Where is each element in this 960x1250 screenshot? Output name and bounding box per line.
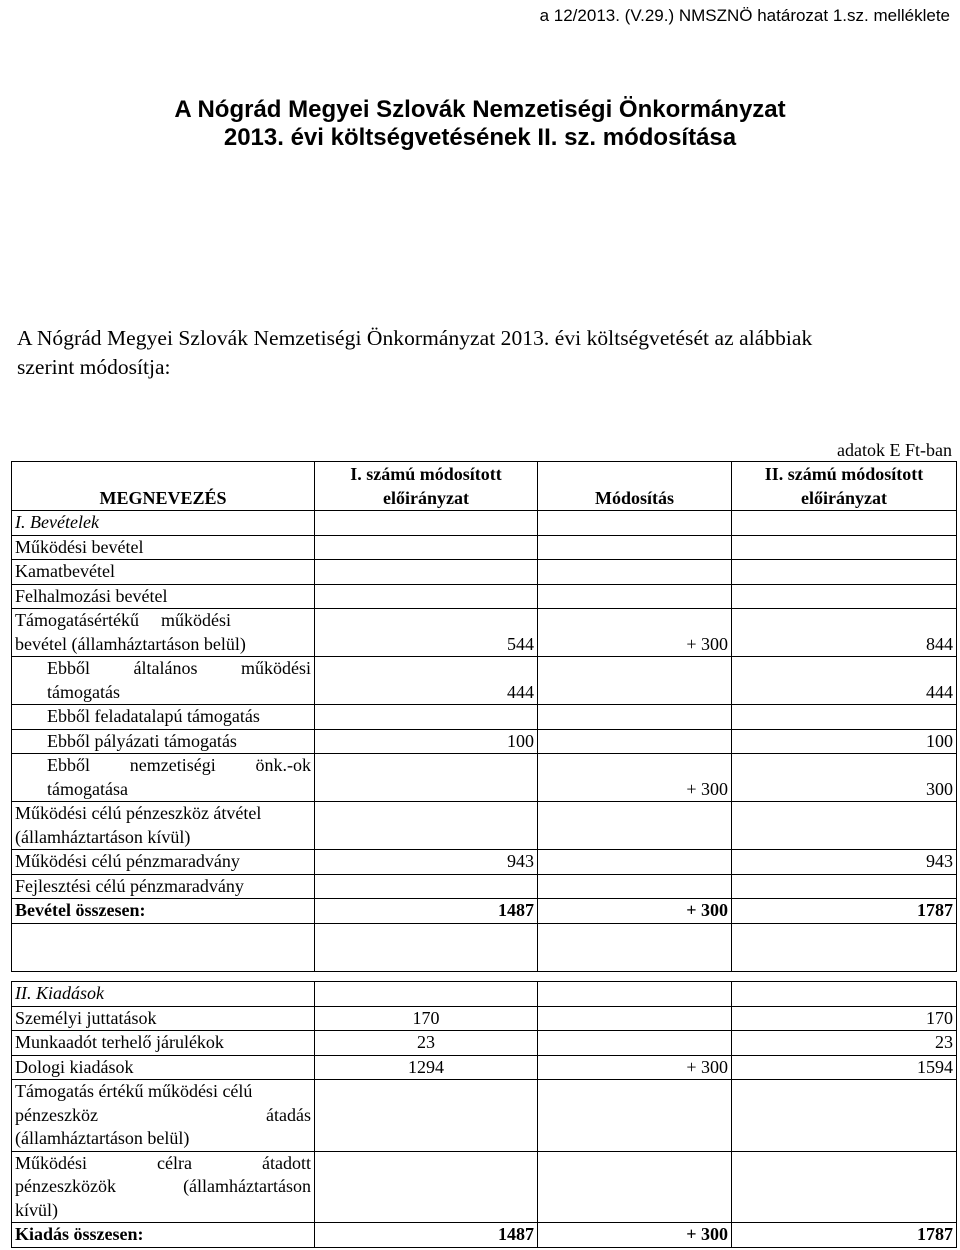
table-row	[12, 802, 957, 850]
intro-text-line1: A Nógrád Megyei Szlovák Nemzetiségi Önkormányzat 2013. évi költségvetését az alábbiak	[17, 326, 813, 350]
total-label: Bevétel összesen:	[12, 899, 315, 924]
row-label	[12, 802, 315, 850]
row-label-part: támogatás	[47, 681, 120, 702]
row-label-part: átadás	[266, 1104, 311, 1125]
cell-value: 170	[315, 1006, 538, 1031]
cell-value: 100	[315, 729, 538, 754]
table-row	[12, 1055, 957, 1080]
col-header-second-line1: II. számú módosított	[764, 464, 924, 484]
row-label: Ebből feladatalapú támogatás	[12, 705, 315, 730]
row-label: Működési célú pénzmaradvány	[12, 850, 315, 875]
table-row	[12, 1151, 957, 1223]
total-row	[12, 1223, 957, 1248]
cell-value: 943	[315, 850, 538, 875]
total-value: 1787	[732, 1223, 957, 1248]
row-label	[12, 1151, 315, 1223]
col-header-change: Módosítás	[538, 462, 732, 511]
cell-value: 544	[315, 609, 538, 657]
row-label-part: Ebből	[47, 658, 90, 678]
row-label-part: Működési	[15, 1152, 87, 1173]
table-row	[12, 1031, 957, 1056]
table-row	[12, 874, 957, 899]
row-label	[12, 754, 315, 802]
annex-reference: a 12/2013. (V.29.) NMSZNÖ határozat 1.sz. melléklete	[539, 6, 950, 25]
table-row	[12, 754, 957, 802]
table-row	[12, 657, 957, 705]
row-label-part: Ebből	[47, 755, 90, 775]
row-label-part: (államháztartáson belül)	[15, 1128, 190, 1148]
table-row	[12, 560, 957, 585]
section-label-expense: II. Kiadások	[12, 982, 315, 1007]
unit-note: adatok E Ft-ban	[837, 440, 952, 460]
expense-table	[11, 981, 957, 1248]
cell-value: 943	[732, 850, 957, 875]
total-value: 1487	[315, 1223, 538, 1248]
total-value: 1787	[732, 899, 957, 924]
total-value: + 300	[538, 1223, 732, 1248]
row-label-part: támogatása	[47, 778, 128, 799]
row-label-part: (államháztartáson kívül)	[15, 826, 191, 847]
table-row	[12, 584, 957, 609]
col-header-first-line1: I. számú módosított	[350, 464, 502, 484]
row-label-part: önk.-ok	[255, 755, 311, 775]
cell-value: 844	[732, 609, 957, 657]
row-label-part: nemzetiségi	[129, 755, 216, 775]
table-row	[12, 1006, 957, 1031]
col-header-first-line2: előirányzat	[383, 488, 469, 508]
table-row	[12, 982, 957, 1007]
row-label: Munkaadót terhelő járulékok	[12, 1031, 315, 1056]
row-label: Személyi juttatások	[12, 1006, 315, 1031]
cell-value: + 300	[538, 609, 732, 657]
row-label	[12, 657, 315, 705]
row-label: Fejlesztési célú pénzmaradvány	[12, 874, 315, 899]
document-title-line1: A Nógrád Megyei Szlovák Nemzetiségi Önkormányzat	[174, 96, 786, 123]
section-label-income: I. Bevételek	[12, 511, 315, 536]
total-row	[12, 899, 957, 924]
total-value: 1487	[315, 899, 538, 924]
row-label: Dologi kiadások	[12, 1055, 315, 1080]
col-header-second-line2: előirányzat	[801, 488, 887, 508]
row-label-part: Támogatás értékű működési célú	[15, 1081, 253, 1101]
row-label-part: Működési célú pénzeszköz átvétel	[15, 803, 262, 823]
cell-value: + 300	[538, 754, 732, 802]
table-row	[12, 729, 957, 754]
row-label-part: működési	[161, 610, 231, 630]
intro-text-line2: szerint módosítja:	[17, 355, 171, 379]
row-label-part: bevétel (államháztartáson belül)	[15, 633, 246, 654]
table-header-row	[12, 462, 957, 511]
row-label-part: kívül)	[15, 1199, 58, 1220]
cell-value: 23	[732, 1031, 957, 1056]
cell-value: 444	[732, 657, 957, 705]
table-row	[12, 1080, 957, 1152]
row-label-part: (államháztartáson	[183, 1176, 311, 1196]
table-row	[12, 535, 957, 560]
row-label-part: működési	[240, 658, 311, 678]
row-label-part: átadott	[262, 1152, 311, 1173]
cell-value: 444	[315, 657, 538, 705]
row-label: Ebből pályázati támogatás	[12, 729, 315, 754]
col-header-second-modified	[732, 462, 957, 511]
cell-value: 23	[315, 1031, 538, 1056]
cell-value: 170	[732, 1006, 957, 1031]
total-value: + 300	[538, 899, 732, 924]
cell-value: 1294	[315, 1055, 538, 1080]
row-label	[12, 609, 315, 657]
row-label	[12, 1080, 315, 1152]
cell-value: 300	[732, 754, 957, 802]
row-label: Kamatbevétel	[12, 560, 315, 585]
table-row	[12, 511, 957, 536]
table-row	[12, 705, 957, 730]
row-label: Működési bevétel	[12, 535, 315, 560]
cell-value: 100	[732, 729, 957, 754]
col-header-first-modified	[315, 462, 538, 511]
row-label-part: általános	[133, 658, 198, 678]
document-title-line2: 2013. évi költségvetésének II. sz. módosítása	[223, 124, 737, 151]
row-label: Felhalmozási bevétel	[12, 584, 315, 609]
income-table	[11, 461, 957, 972]
col-header-name: MEGNEVEZÉS	[12, 462, 315, 511]
cell-value: + 300	[538, 1055, 732, 1080]
table-row	[12, 850, 957, 875]
table-row	[12, 609, 957, 657]
row-label-part: Támogatásértékű	[15, 610, 139, 630]
spacer-row	[12, 923, 957, 971]
cell-value: 1594	[732, 1055, 957, 1080]
row-label-part: célra	[157, 1152, 192, 1173]
cell-value	[538, 657, 732, 705]
total-label: Kiadás összesen:	[12, 1223, 315, 1248]
row-label-part: pénzeszközök	[15, 1176, 116, 1196]
row-label-part: pénzeszköz	[15, 1104, 98, 1125]
